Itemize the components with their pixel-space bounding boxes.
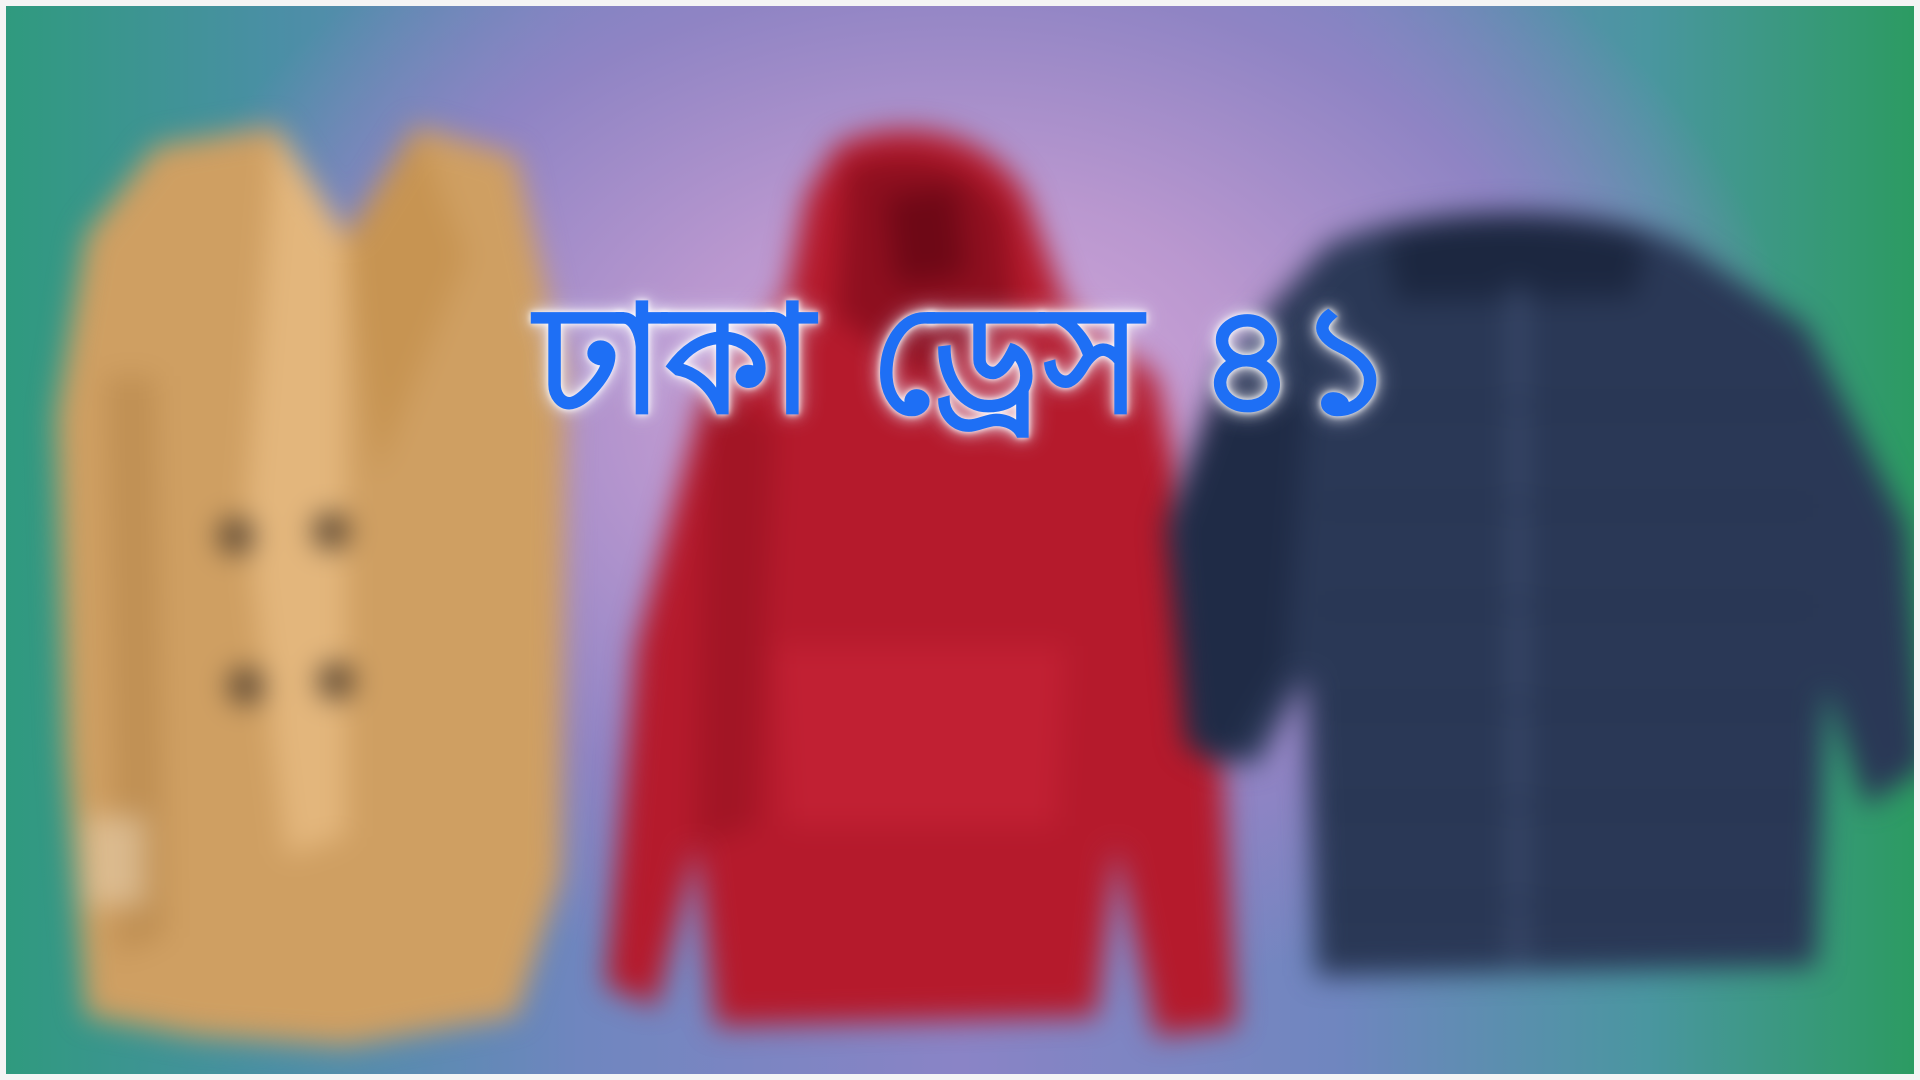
promo-banner [6, 6, 1914, 1074]
banner-title: ঢাকা ড্রেস ৪১ [535, 274, 1397, 448]
beige-coat-image [46, 116, 586, 1056]
